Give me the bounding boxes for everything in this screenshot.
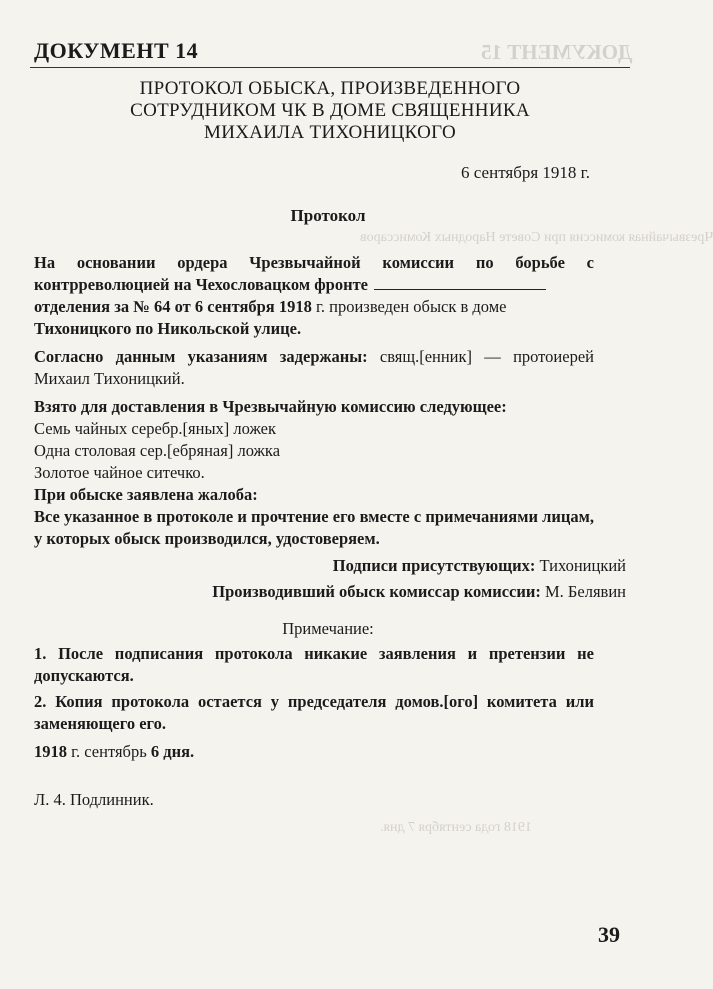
blank-line <box>374 289 546 290</box>
bleed-through-text: 1918 года сентября 7 дня. <box>380 820 532 835</box>
protocol-body <box>34 252 594 556</box>
closing-day: 6 дня. <box>150 742 195 761</box>
paragraph-certify <box>34 506 594 550</box>
list-item: Золотое чайное ситечко. <box>34 463 205 482</box>
paragraph-taken <box>34 396 594 418</box>
taken-label: Взято для доставления в Чрезвычайную комиссию следующее: <box>34 397 507 416</box>
paragraph-order <box>34 252 594 340</box>
signatures-block <box>66 554 626 606</box>
order-search-text: г. произведен обыск в доме <box>311 297 507 316</box>
paragraph-complaint <box>34 484 594 506</box>
protocol-heading: Протокол <box>290 206 366 225</box>
signature-witnesses <box>66 554 626 578</box>
note-item: 2. Копия протокола остается у председателя домов.[ого] комитета или заменяющего его. <box>34 692 594 733</box>
document-title <box>34 78 626 144</box>
notes-heading: Примечание: <box>282 619 374 638</box>
commissar-value: М. Белявин <box>540 582 626 601</box>
complaint-label: При обыске заявлена жалоба: <box>34 485 258 504</box>
order-text: На основании ордера Чрезвычайной комиссии по борьбе с контрреволюцией на Чехословацком фронте <box>34 253 594 294</box>
closing-month: г. сентябрь <box>67 742 151 761</box>
order-address: Тихоницкого по Никольской улице. <box>34 319 302 338</box>
list-item: Семь чайных серебр.[яных] ложек <box>34 419 277 438</box>
certify-text: Все указанное в протоколе и прочтение его вместе с примечаниями лицам, у которых обыск производился, удостоверяем. <box>34 507 594 548</box>
title-line: СОТРУДНИКОМ ЧК В ДОМЕ СВЯЩЕННИКА <box>130 100 530 121</box>
document-date: 6 сентября 1918 г. <box>461 163 590 182</box>
title-line: МИХАИЛА ТИХОНИЦКОГО <box>204 122 456 143</box>
list-item: Одна столовая сер.[ебряная] ложка <box>34 441 281 460</box>
order-department: отделения за № 64 от 6 сентября 1918 <box>34 297 312 316</box>
signature-commissar <box>66 580 626 604</box>
notes-block <box>34 643 594 739</box>
note-item: 1. После подписания протокола никакие заявления и претензии не допускаются. <box>34 644 594 685</box>
closing-year: 1918 <box>34 742 67 761</box>
detained-value: свящ.[енник] — протоиерей Михаил Тихоницкий. <box>34 347 594 388</box>
sheet-reference: Л. 4. Подлинник. <box>34 790 154 809</box>
detained-label: Согласно данным указаниям задержаны: <box>34 347 368 366</box>
bleed-through-text: Чрезвычайная комиссия при Совете Народных Комиссаров <box>360 230 713 245</box>
header-rule <box>30 67 630 68</box>
witnesses-label: Подписи присутствующих: <box>332 556 536 575</box>
witnesses-value: Тихоницкий <box>535 556 626 575</box>
closing-date <box>34 742 194 762</box>
title-line: ПРОТОКОЛ ОБЫСКА, ПРОИЗВЕДЕННОГО <box>139 78 521 99</box>
page-number: 39 <box>598 922 620 947</box>
commissar-label: Производивший обыск комиссар комиссии: <box>212 582 541 601</box>
bleed-through-doc-number: ДОКУМЕНТ 15 <box>480 40 632 64</box>
paragraph-detained <box>34 346 594 390</box>
document-number: ДОКУМЕНТ 14 <box>34 38 199 63</box>
